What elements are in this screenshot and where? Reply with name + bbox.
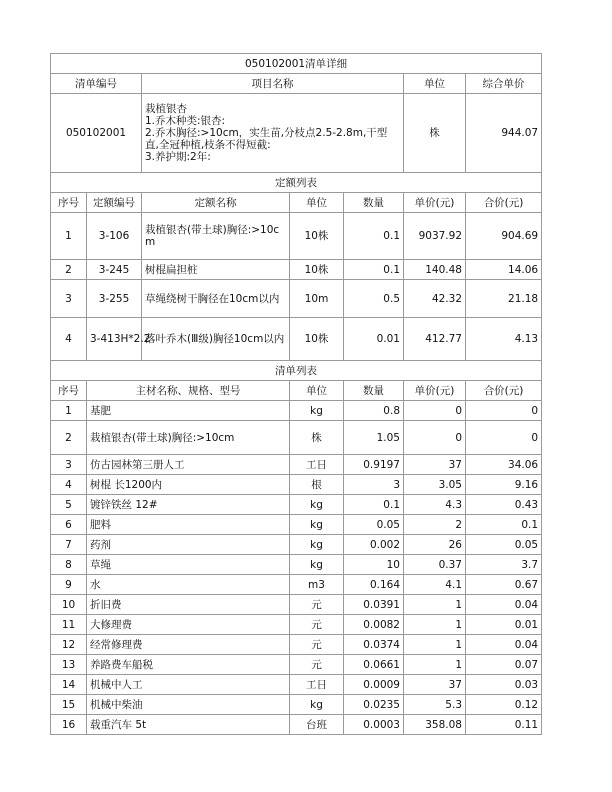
material-no: 8: [51, 555, 87, 575]
header-name: 项目名称: [142, 74, 404, 94]
material-price: 1: [404, 655, 466, 675]
quota-section-title: 定额列表: [51, 173, 542, 193]
quota-no: 1: [51, 213, 87, 260]
material-price: 0.37: [404, 555, 466, 575]
quota-total: 21.18: [466, 280, 542, 318]
quota-name: 落叶乔木(Ⅲ级)胸径10cm以内: [142, 318, 290, 361]
material-qty: 0.0374: [344, 635, 404, 655]
material-row: [51, 675, 542, 695]
material-row: [51, 655, 542, 675]
material-name: 仿古园林第三册人工: [87, 455, 290, 475]
quota-unit: 10m: [290, 280, 344, 318]
material-name: 基肥: [87, 401, 290, 421]
materials-col-unit: 单位: [290, 381, 344, 401]
quota-price: 140.48: [404, 260, 466, 280]
materials-section-title: 清单列表: [51, 361, 542, 381]
material-name: 草绳: [87, 555, 290, 575]
material-price: 2: [404, 515, 466, 535]
material-no: 4: [51, 475, 87, 495]
material-total: 0: [466, 421, 542, 455]
materials-section-row: [51, 361, 542, 381]
quota-price: 412.77: [404, 318, 466, 361]
material-no: 12: [51, 635, 87, 655]
quota-row: [51, 213, 542, 260]
material-unit: 元: [290, 655, 344, 675]
material-unit: 根: [290, 475, 344, 495]
quota-row: [51, 280, 542, 318]
material-unit: 元: [290, 615, 344, 635]
item-code: 050102001: [51, 94, 142, 173]
header-unit: 单位: [404, 74, 466, 94]
item-name-line: 2.乔木胸径:>10cm，实生苗,分枝点2.5-2.8m,干型直,全冠种植,枝条不得短截:: [145, 127, 388, 151]
material-name: 镀锌铁丝 12#: [87, 495, 290, 515]
quota-col-qty: 数量: [344, 193, 404, 213]
quota-price: 42.32: [404, 280, 466, 318]
material-no: 15: [51, 695, 87, 715]
material-row: [51, 695, 542, 715]
materials-col-price: 单价(元): [404, 381, 466, 401]
material-row: [51, 401, 542, 421]
quota-section-row: [51, 173, 542, 193]
material-name: 养路费车船税: [87, 655, 290, 675]
material-price: 1: [404, 615, 466, 635]
material-total: 0.05: [466, 535, 542, 555]
material-total: 0.11: [466, 715, 542, 735]
title-row: [51, 54, 542, 74]
material-price: 4.1: [404, 575, 466, 595]
material-total: 0.03: [466, 675, 542, 695]
material-no: 9: [51, 575, 87, 595]
item-name-line: 3.养护期:2年:: [145, 151, 211, 163]
material-no: 7: [51, 535, 87, 555]
material-unit: m3: [290, 575, 344, 595]
material-row: [51, 421, 542, 455]
material-price: 37: [404, 455, 466, 475]
material-unit: kg: [290, 495, 344, 515]
material-qty: 0.0235: [344, 695, 404, 715]
material-total: 0.43: [466, 495, 542, 515]
material-name: 大修理费: [87, 615, 290, 635]
material-name: 肥料: [87, 515, 290, 535]
item-name-line: 1.乔木种类:银杏:: [145, 115, 226, 127]
item-name: [142, 94, 404, 173]
material-total: 0.04: [466, 635, 542, 655]
material-no: 13: [51, 655, 87, 675]
material-total: 0.07: [466, 655, 542, 675]
material-qty: 0.8: [344, 401, 404, 421]
item-price: 944.07: [466, 94, 542, 173]
material-qty: 0.05: [344, 515, 404, 535]
material-no: 14: [51, 675, 87, 695]
material-qty: 0.0003: [344, 715, 404, 735]
material-price: 1: [404, 635, 466, 655]
header-code: 清单编号: [51, 74, 142, 94]
quota-col-price: 单价(元): [404, 193, 466, 213]
material-qty: 0.1: [344, 495, 404, 515]
material-unit: 元: [290, 595, 344, 615]
quota-qty: 0.1: [344, 213, 404, 260]
quota-header-row: [51, 193, 542, 213]
material-total: 0.12: [466, 695, 542, 715]
quota-total: 14.06: [466, 260, 542, 280]
quota-qty: 0.1: [344, 260, 404, 280]
bill-detail-table: [50, 53, 542, 735]
material-row: [51, 535, 542, 555]
quota-no: 3: [51, 280, 87, 318]
materials-col-name: 主材名称、规格、型号: [87, 381, 290, 401]
material-total: 0.01: [466, 615, 542, 635]
material-price: 0: [404, 401, 466, 421]
material-price: 37: [404, 675, 466, 695]
material-price: 5.3: [404, 695, 466, 715]
material-unit: 株: [290, 421, 344, 455]
bill-detail-sheet: [50, 53, 541, 735]
quota-col-unit: 单位: [290, 193, 344, 213]
material-row: [51, 455, 542, 475]
sheet-title: 050102001清单详细: [51, 54, 542, 74]
material-row: [51, 575, 542, 595]
quota-row: [51, 318, 542, 361]
material-row: [51, 555, 542, 575]
item-unit: 株: [404, 94, 466, 173]
material-total: 9.16: [466, 475, 542, 495]
quota-unit: 10株: [290, 213, 344, 260]
materials-col-qty: 数量: [344, 381, 404, 401]
material-unit: 工日: [290, 455, 344, 475]
header-price: 综合单价: [466, 74, 542, 94]
material-name: 药剂: [87, 535, 290, 555]
material-total: 0.04: [466, 595, 542, 615]
quota-qty: 0.01: [344, 318, 404, 361]
material-total: 0.1: [466, 515, 542, 535]
quota-unit: 10株: [290, 318, 344, 361]
quota-code: 3-245: [87, 260, 142, 280]
quota-unit: 10株: [290, 260, 344, 280]
material-no: 6: [51, 515, 87, 535]
item-header-row: [51, 74, 542, 94]
material-no: 11: [51, 615, 87, 635]
material-no: 1: [51, 401, 87, 421]
material-row: [51, 615, 542, 635]
quota-code: 3-106: [87, 213, 142, 260]
quota-total: 4.13: [466, 318, 542, 361]
material-row: [51, 495, 542, 515]
materials-header-row: [51, 381, 542, 401]
material-price: 26: [404, 535, 466, 555]
quota-no: 2: [51, 260, 87, 280]
material-price: 3.05: [404, 475, 466, 495]
quota-name: 栽植银杏(带土球)胸径:>10cm: [142, 213, 290, 260]
material-name: 机械中人工: [87, 675, 290, 695]
quota-price: 9037.92: [404, 213, 466, 260]
material-unit: kg: [290, 555, 344, 575]
item-name-line: 栽植银杏: [145, 103, 187, 115]
material-row: [51, 635, 542, 655]
material-qty: 0.0661: [344, 655, 404, 675]
material-no: 2: [51, 421, 87, 455]
material-qty: 0.0391: [344, 595, 404, 615]
material-row: [51, 475, 542, 495]
material-unit: kg: [290, 401, 344, 421]
quota-qty: 0.5: [344, 280, 404, 318]
quota-col-code: 定额编号: [87, 193, 142, 213]
materials-col-no: 序号: [51, 381, 87, 401]
material-name: 折旧费: [87, 595, 290, 615]
material-qty: 0.0082: [344, 615, 404, 635]
material-unit: kg: [290, 535, 344, 555]
material-price: 1: [404, 595, 466, 615]
item-row: [51, 94, 542, 173]
material-qty: 0.164: [344, 575, 404, 595]
material-qty: 0.002: [344, 535, 404, 555]
material-price: 4.3: [404, 495, 466, 515]
material-qty: 0.9197: [344, 455, 404, 475]
material-name: 经常修理费: [87, 635, 290, 655]
material-no: 16: [51, 715, 87, 735]
quota-no: 4: [51, 318, 87, 361]
quota-row: [51, 260, 542, 280]
material-name: 水: [87, 575, 290, 595]
quota-code: 3-255: [87, 280, 142, 318]
quota-col-no: 序号: [51, 193, 87, 213]
material-row: [51, 595, 542, 615]
material-qty: 0.0009: [344, 675, 404, 695]
material-unit: kg: [290, 515, 344, 535]
material-unit: 工日: [290, 675, 344, 695]
material-total: 0: [466, 401, 542, 421]
material-unit: 台班: [290, 715, 344, 735]
material-name: 栽植银杏(带土球)胸径:>10cm: [87, 421, 290, 455]
material-no: 5: [51, 495, 87, 515]
material-qty: 10: [344, 555, 404, 575]
quota-code: 3-413H*2.2: [87, 318, 142, 361]
material-name: 载重汽车 5t: [87, 715, 290, 735]
material-row: [51, 515, 542, 535]
material-qty: 3: [344, 475, 404, 495]
materials-col-total: 合价(元): [466, 381, 542, 401]
material-no: 3: [51, 455, 87, 475]
material-unit: 元: [290, 635, 344, 655]
material-no: 10: [51, 595, 87, 615]
material-total: 0.67: [466, 575, 542, 595]
material-total: 34.06: [466, 455, 542, 475]
quota-col-total: 合价(元): [466, 193, 542, 213]
quota-name: 草绳绕树干胸径在10cm以内: [142, 280, 290, 318]
material-total: 3.7: [466, 555, 542, 575]
material-name: 树棍 长1200内: [87, 475, 290, 495]
quota-name: 树棍扁担桩: [142, 260, 290, 280]
material-row: [51, 715, 542, 735]
quota-total: 904.69: [466, 213, 542, 260]
material-price: 358.08: [404, 715, 466, 735]
quota-col-name: 定额名称: [142, 193, 290, 213]
material-price: 0: [404, 421, 466, 455]
material-name: 机械中柴油: [87, 695, 290, 715]
material-qty: 1.05: [344, 421, 404, 455]
material-unit: kg: [290, 695, 344, 715]
